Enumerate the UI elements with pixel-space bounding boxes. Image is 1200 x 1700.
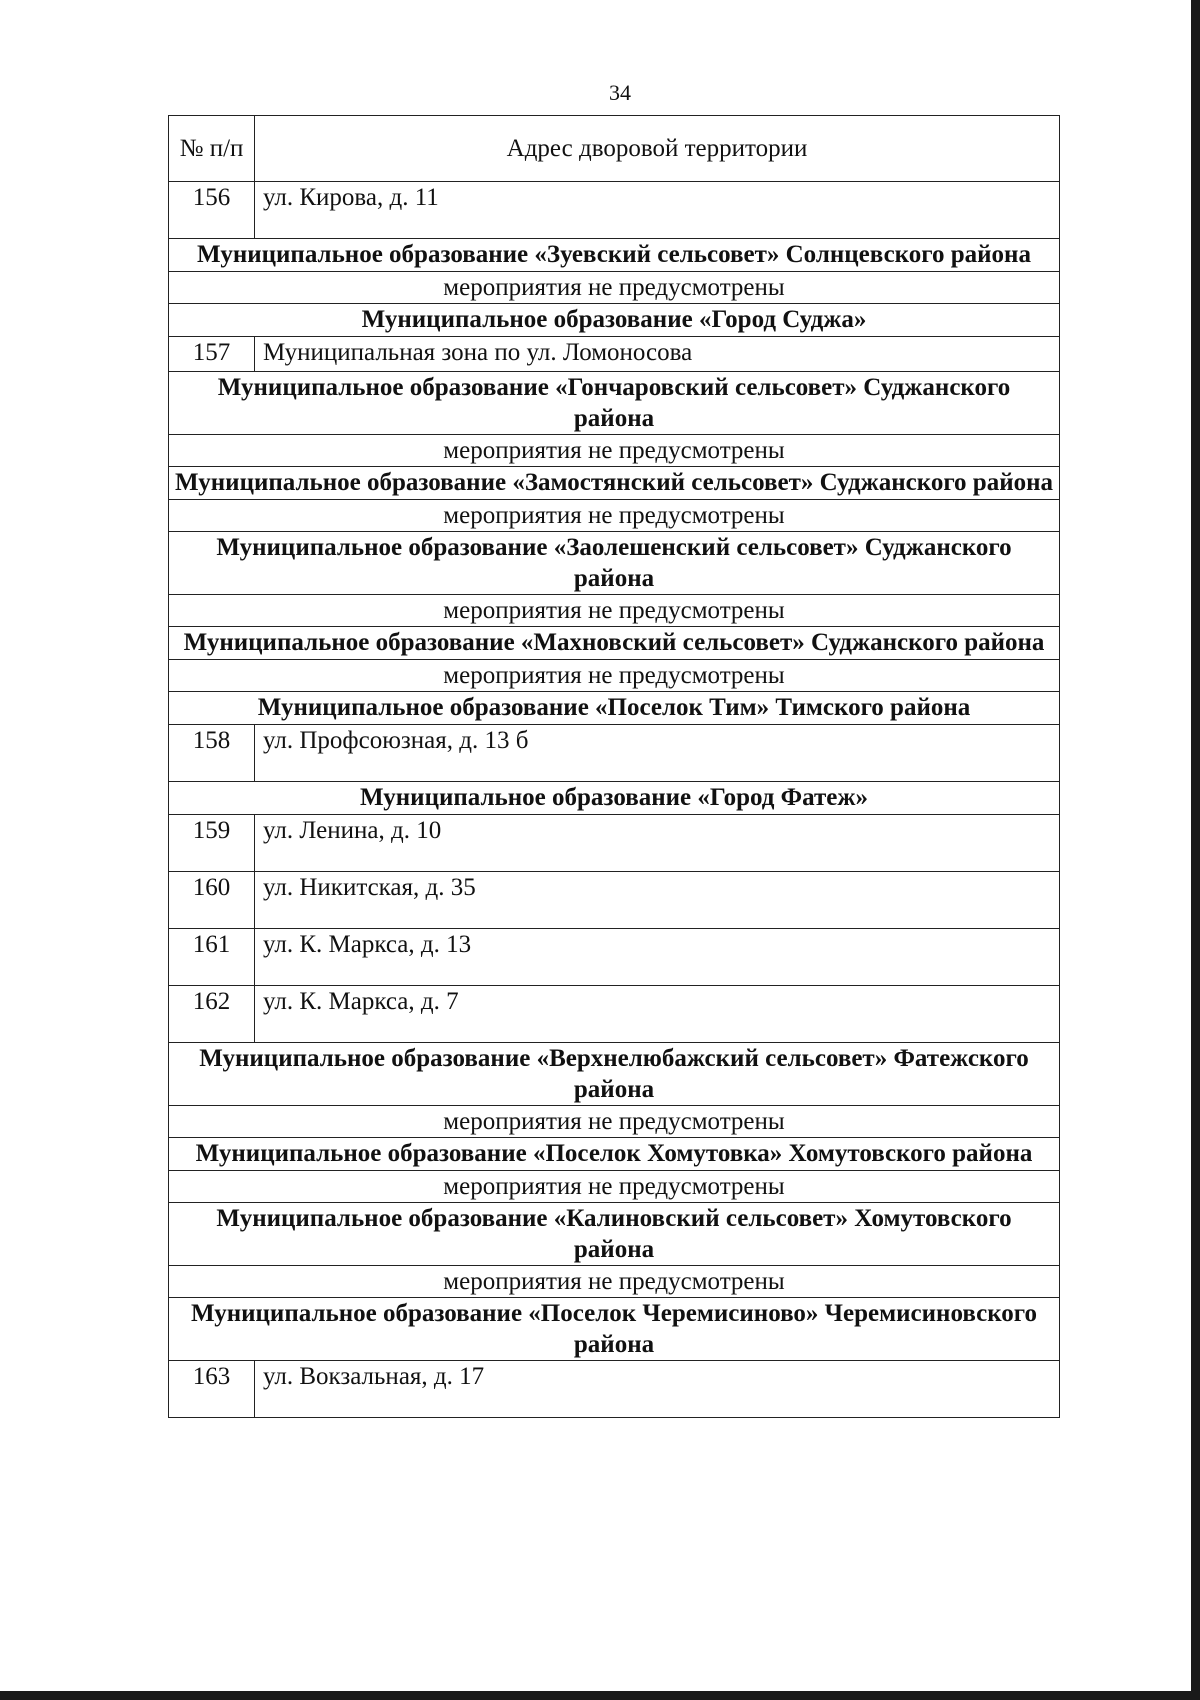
no-measures-note: мероприятия не предусмотрены	[169, 595, 1060, 627]
address-table-container	[168, 115, 1060, 1418]
row-number: 162	[169, 986, 255, 1043]
municipality-heading: Муниципальное образование «Зуевский сельсовет» Солнцевского района	[169, 239, 1060, 272]
section-heading-row	[169, 1138, 1060, 1171]
section-heading-row	[169, 372, 1060, 435]
page-number: 34	[609, 80, 631, 105]
table-row	[169, 986, 1060, 1043]
section-heading-row	[169, 1298, 1060, 1361]
row-address: ул. Кирова, д. 11	[255, 182, 1060, 239]
no-measures-note: мероприятия не предусмотрены	[169, 1171, 1060, 1203]
row-address: ул. Профсоюзная, д. 13 б	[255, 725, 1060, 782]
no-measures-note: мероприятия не предусмотрены	[169, 660, 1060, 692]
row-address: ул. К. Маркса, д. 7	[255, 986, 1060, 1043]
no-measures-note: мероприятия не предусмотрены	[169, 435, 1060, 467]
column-header-number: № п/п	[169, 116, 255, 182]
column-header-address: Адрес дворовой территории	[255, 116, 1060, 182]
row-number: 157	[169, 337, 255, 372]
section-heading-row	[169, 467, 1060, 500]
note-row	[169, 1106, 1060, 1138]
note-row	[169, 595, 1060, 627]
municipality-heading: Муниципальное образование «Город Фатеж»	[169, 782, 1060, 815]
note-row	[169, 1266, 1060, 1298]
row-number: 159	[169, 815, 255, 872]
row-address: ул. Никитская, д. 35	[255, 872, 1060, 929]
no-measures-note: мероприятия не предусмотрены	[169, 1106, 1060, 1138]
scan-border-bottom	[0, 1691, 1200, 1700]
section-heading-row	[169, 1043, 1060, 1106]
row-number: 156	[169, 182, 255, 239]
row-number: 160	[169, 872, 255, 929]
note-row	[169, 435, 1060, 467]
note-row	[169, 660, 1060, 692]
no-measures-note: мероприятия не предусмотрены	[169, 500, 1060, 532]
municipality-heading: Муниципальное образование «Гончаровский сельсовет» Суджанского района	[169, 372, 1060, 435]
municipality-heading: Муниципальное образование «Махновский сельсовет» Суджанского района	[169, 627, 1060, 660]
note-row	[169, 272, 1060, 304]
section-heading-row	[169, 692, 1060, 725]
table-row	[169, 929, 1060, 986]
row-address: Муниципальная зона по ул. Ломоносова	[255, 337, 1060, 372]
table-row	[169, 815, 1060, 872]
row-address: ул. Вокзальная, д. 17	[255, 1361, 1060, 1418]
municipality-heading: Муниципальное образование «Калиновский сельсовет» Хомутовского района	[169, 1203, 1060, 1266]
no-measures-note: мероприятия не предусмотрены	[169, 272, 1060, 304]
address-table	[168, 115, 1060, 1418]
row-address: ул. К. Маркса, д. 13	[255, 929, 1060, 986]
section-heading-row	[169, 782, 1060, 815]
section-heading-row	[169, 1203, 1060, 1266]
municipality-heading: Муниципальное образование «Поселок Черемисиново» Черемисиновского района	[169, 1298, 1060, 1361]
row-number: 158	[169, 725, 255, 782]
row-address: ул. Ленина, д. 10	[255, 815, 1060, 872]
table-row	[169, 1361, 1060, 1418]
section-heading-row	[169, 532, 1060, 595]
municipality-heading: Муниципальное образование «Поселок Хомутовка» Хомутовского района	[169, 1138, 1060, 1171]
table-row	[169, 337, 1060, 372]
no-measures-note: мероприятия не предусмотрены	[169, 1266, 1060, 1298]
municipality-heading: Муниципальное образование «Заолешенский сельсовет» Суджанского района	[169, 532, 1060, 595]
section-heading-row	[169, 239, 1060, 272]
note-row	[169, 500, 1060, 532]
municipality-heading: Муниципальное образование «Город Суджа»	[169, 304, 1060, 337]
scan-border-right	[1191, 0, 1200, 1700]
table-row	[169, 182, 1060, 239]
municipality-heading: Муниципальное образование «Верхнелюбажский сельсовет» Фатежского района	[169, 1043, 1060, 1106]
table-body	[169, 182, 1060, 1418]
note-row	[169, 1171, 1060, 1203]
section-heading-row	[169, 304, 1060, 337]
row-number: 163	[169, 1361, 255, 1418]
municipality-heading: Муниципальное образование «Поселок Тим» Тимского района	[169, 692, 1060, 725]
municipality-heading: Муниципальное образование «Замостянский сельсовет» Суджанского района	[169, 467, 1060, 500]
table-row	[169, 872, 1060, 929]
row-number: 161	[169, 929, 255, 986]
section-heading-row	[169, 627, 1060, 660]
table-row	[169, 725, 1060, 782]
table-header-row	[169, 116, 1060, 182]
